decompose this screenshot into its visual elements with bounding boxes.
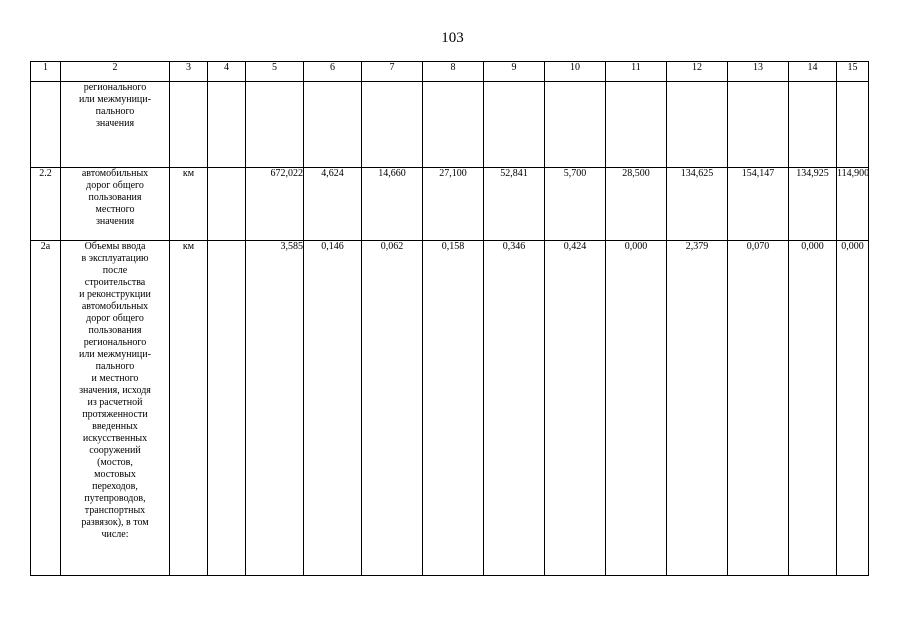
year-value-cell-9: 52,841: [484, 168, 545, 241]
year-value-cell-6: [304, 82, 362, 168]
description-line: Объемы ввода: [84, 241, 146, 252]
description-line: пользования: [88, 325, 142, 336]
table-row: [31, 82, 869, 168]
unit-cell: [170, 82, 208, 168]
description-line: из расчетной: [87, 397, 143, 408]
description-line: после: [102, 265, 128, 276]
total-value-cell: [246, 82, 304, 168]
description-line: введенных: [92, 421, 138, 432]
year-value-cell-9: [484, 82, 545, 168]
description-line: транспортных: [84, 505, 146, 516]
year-value-cell-12: 134,625: [667, 168, 728, 241]
description-line: автомобильных: [81, 301, 149, 312]
description-line: сооружений: [89, 445, 141, 456]
year-value-cell-15: 0,000: [837, 241, 869, 576]
unit-cell: км: [170, 168, 208, 241]
year-value-cell-7: 0,062: [362, 241, 423, 576]
column-header-3: 3: [170, 62, 208, 82]
year-value-cell-11: 0,000: [606, 241, 667, 576]
description-line: регионального: [83, 337, 147, 348]
description-line: значения: [95, 216, 135, 227]
year-value-cell-14: 0,000: [789, 241, 837, 576]
column-header-14: 14: [789, 62, 837, 82]
year-value-cell-13: 154,147: [728, 168, 789, 241]
table-row: [31, 241, 869, 576]
column-header-2: 2: [61, 62, 170, 82]
column-4-cell: [208, 82, 246, 168]
description-line: или межмуници-: [79, 349, 151, 360]
page-number: 103: [441, 30, 464, 46]
description-line: путепроводов,: [84, 493, 146, 504]
column-header-4: 4: [208, 62, 246, 82]
description-line: пального: [95, 361, 135, 372]
year-value-cell-11: [606, 82, 667, 168]
description-line: мостовых: [94, 469, 136, 480]
total-value-cell: 672,022: [246, 168, 304, 241]
row-number-cell: [31, 82, 61, 168]
year-value-cell-6: 0,146: [304, 241, 362, 576]
year-value-cell-15: 114,900: [837, 168, 869, 241]
column-header-12: 12: [667, 62, 728, 82]
description-line: (мостов,: [97, 457, 133, 468]
year-value-cell-10: 0,424: [545, 241, 606, 576]
row-description-cell: [61, 168, 170, 241]
year-value-cell-10: [545, 82, 606, 168]
description-line: строительства: [84, 277, 146, 288]
year-value-cell-15: [837, 82, 869, 168]
row-description-cell: [61, 82, 170, 168]
column-header-7: 7: [362, 62, 423, 82]
description-line: и местного: [91, 373, 139, 384]
year-value-cell-8: 0,158: [423, 241, 484, 576]
description-line: или межмуници-: [79, 94, 151, 105]
year-value-cell-13: 0,070: [728, 241, 789, 576]
column-header-9: 9: [484, 62, 545, 82]
description-line: протяженности: [82, 409, 148, 420]
description-line: автомобильных: [81, 168, 149, 179]
column-header-6: 6: [304, 62, 362, 82]
column-header-5: 5: [246, 62, 304, 82]
description-line: значения, исходя: [79, 385, 151, 396]
description-line: и реконструкции: [79, 289, 151, 300]
year-value-cell-9: 0,346: [484, 241, 545, 576]
year-value-cell-7: [362, 82, 423, 168]
year-value-cell-14: [789, 82, 837, 168]
description-line: искусственных: [82, 433, 148, 444]
description-line: значения: [95, 118, 135, 129]
year-value-cell-10: 5,700: [545, 168, 606, 241]
description-line: регионального: [83, 82, 147, 93]
year-value-cell-14: 134,925: [789, 168, 837, 241]
column-4-cell: [208, 168, 246, 241]
year-value-cell-7: 14,660: [362, 168, 423, 241]
column-header-8: 8: [423, 62, 484, 82]
column-header-1: 1: [31, 62, 61, 82]
year-value-cell-13: [728, 82, 789, 168]
data-table: [30, 61, 869, 576]
column-header-13: 13: [728, 62, 789, 82]
row-number-cell: 2а: [31, 241, 61, 576]
table-row: [31, 168, 869, 241]
column-header-10: 10: [545, 62, 606, 82]
description-line: пользования: [88, 192, 142, 203]
description-line: дорог общего: [86, 313, 144, 324]
year-value-cell-12: [667, 82, 728, 168]
description-line: дорог общего: [86, 180, 144, 191]
unit-cell: км: [170, 241, 208, 576]
column-header-15: 15: [837, 62, 869, 82]
year-value-cell-8: 27,100: [423, 168, 484, 241]
row-description-cell: [61, 241, 170, 576]
column-header-11: 11: [606, 62, 667, 82]
total-value-cell: 3,585: [246, 241, 304, 576]
description-line: пального: [95, 106, 135, 117]
year-value-cell-11: 28,500: [606, 168, 667, 241]
description-line: в эксплуатацию: [81, 253, 149, 264]
year-value-cell-6: 4,624: [304, 168, 362, 241]
year-value-cell-8: [423, 82, 484, 168]
description-line: переходов,: [92, 481, 138, 492]
row-number-cell: 2.2: [31, 168, 61, 241]
header-row: [31, 62, 869, 82]
column-4-cell: [208, 241, 246, 576]
year-value-cell-12: 2,379: [667, 241, 728, 576]
description-line: развязок), в том: [81, 517, 149, 528]
description-line: местного: [95, 204, 135, 215]
description-line: числе:: [101, 529, 129, 540]
